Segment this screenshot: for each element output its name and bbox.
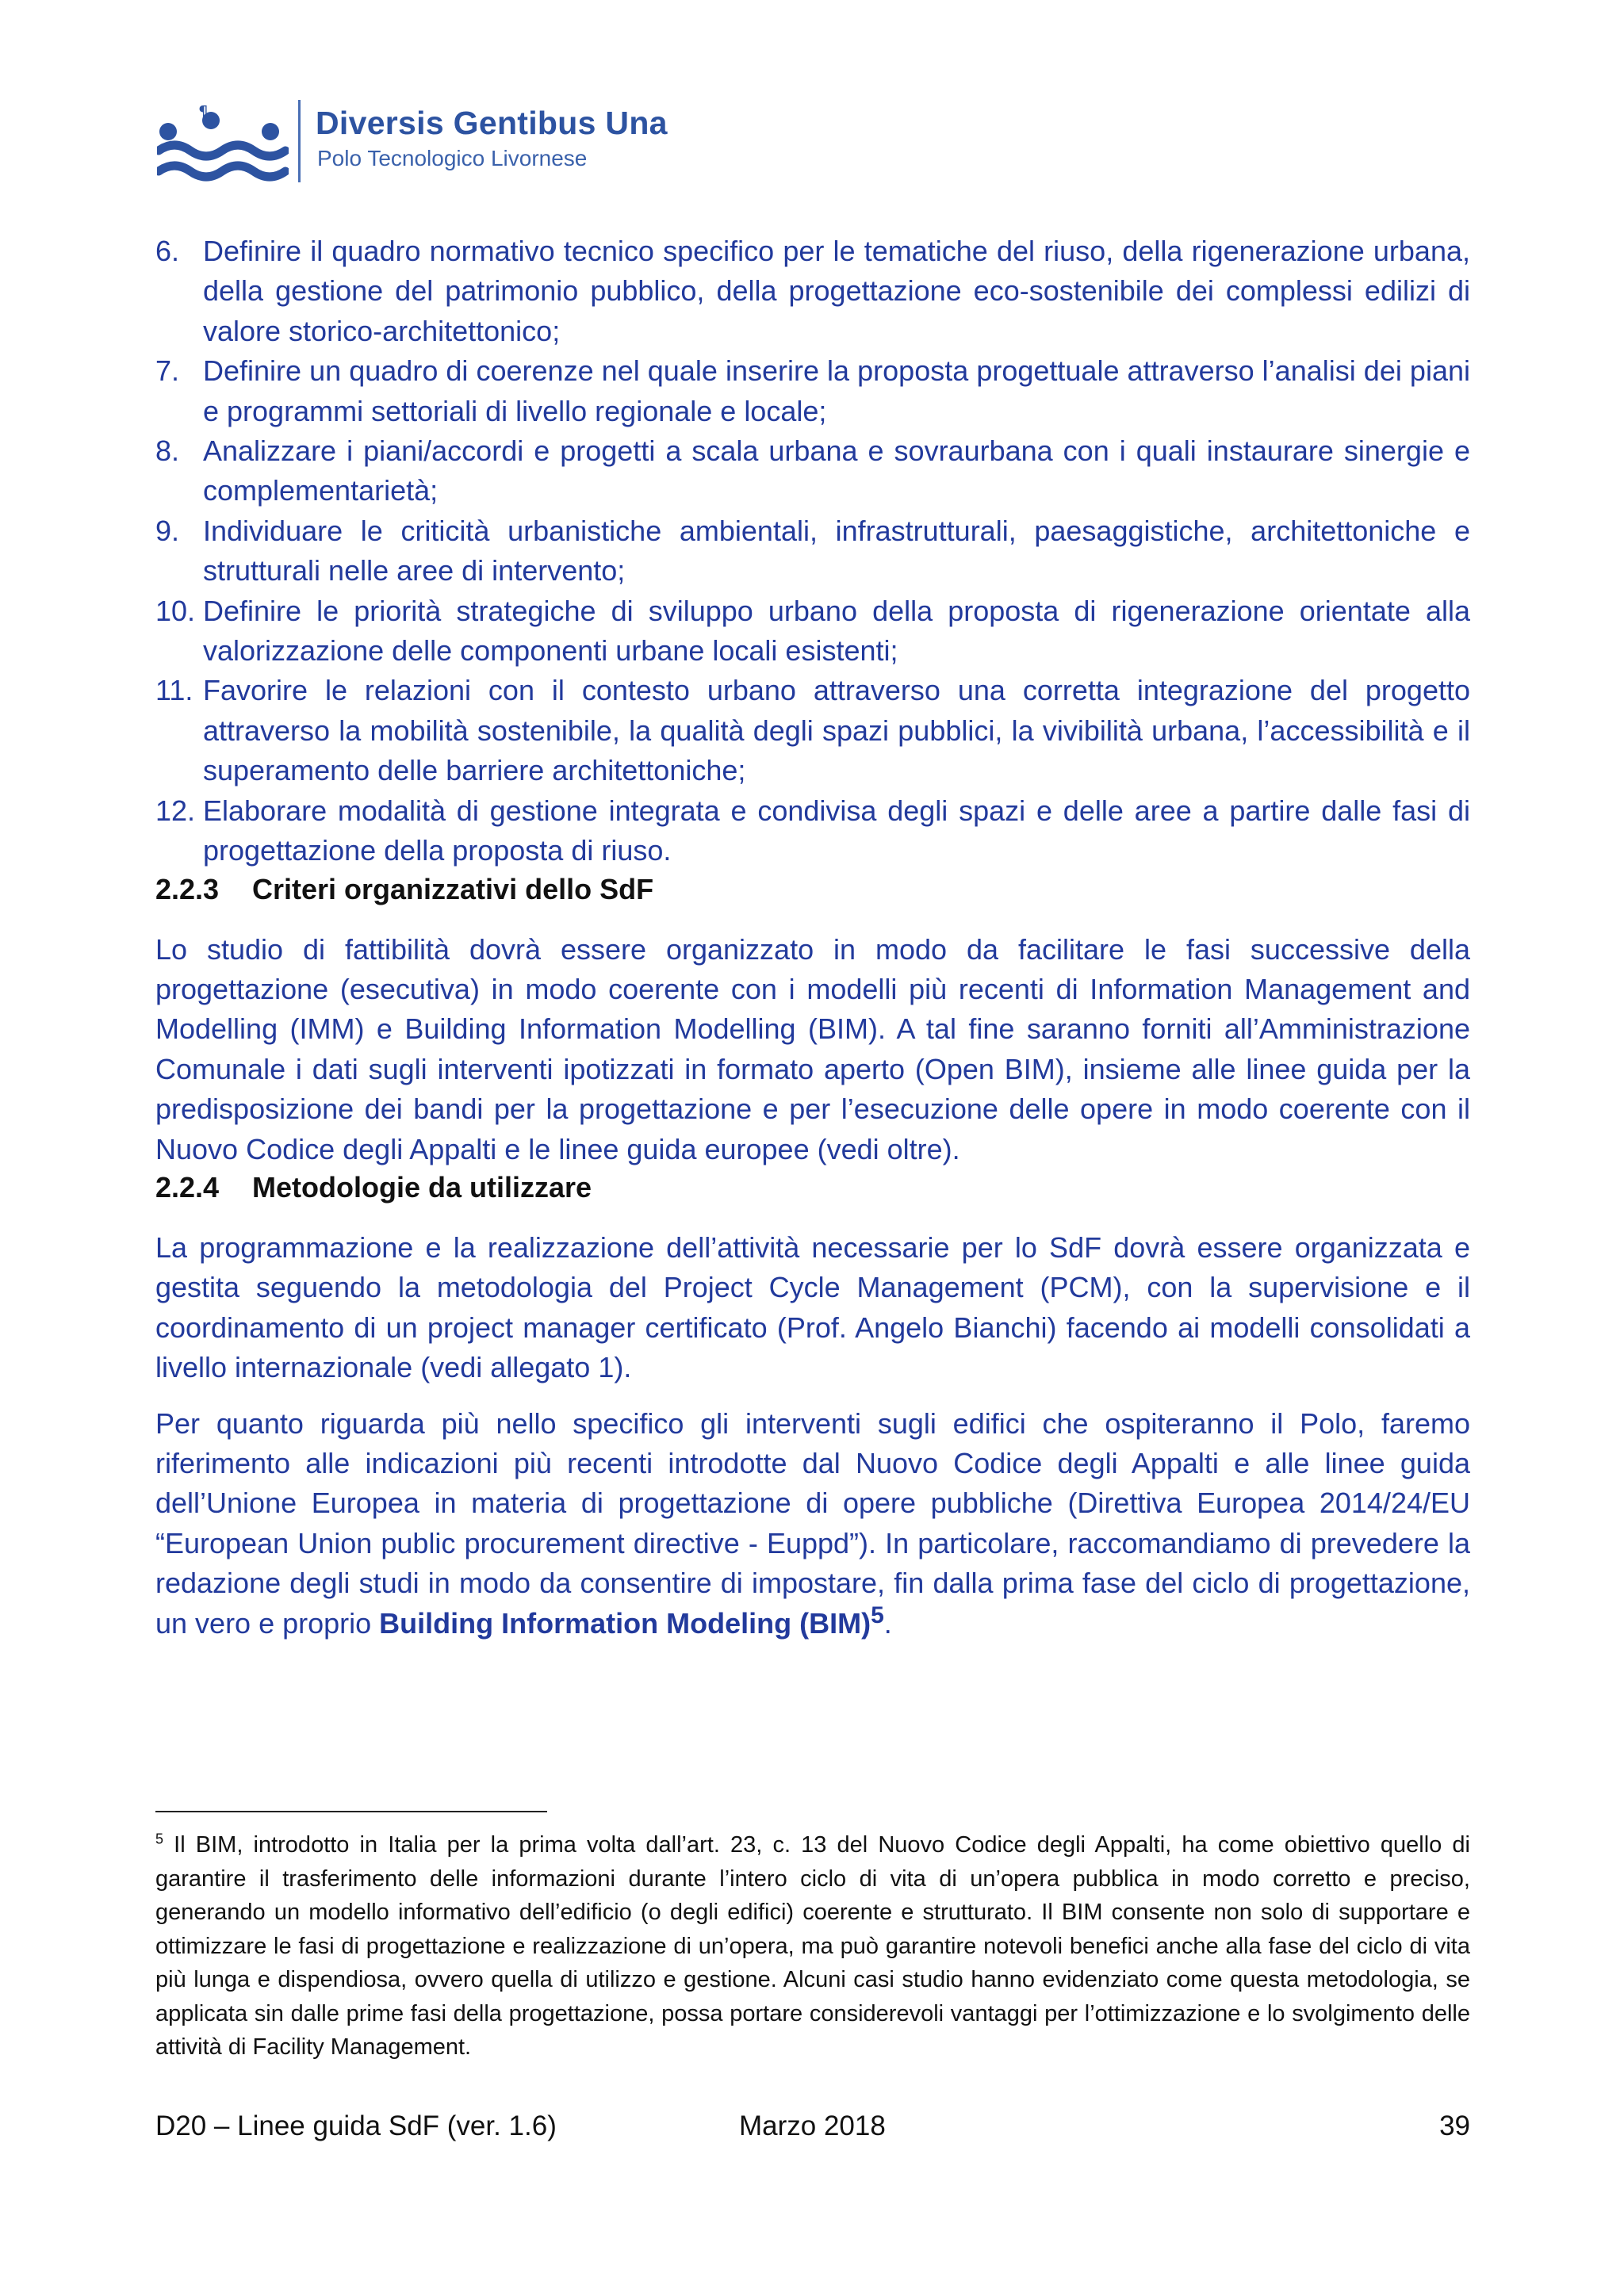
- svg-text:¶: ¶: [198, 102, 209, 121]
- section-title: Metodologie da utilizzare: [252, 1170, 592, 1203]
- list-item: [155, 791, 1470, 871]
- bim-emphasis: Building Information Modeling (BIM): [379, 1606, 871, 1640]
- main-content: [155, 232, 1470, 1644]
- section-2-2-4-paragraph-1: La programmazione e la realizzazione dell’attività necessarie per lo SdF dovrà essere organizzata e gestita seguendo la metodologia del Project Cycle Management (PCM), con la supervisione e il coordinamento di un project manager certificato (Prof. Angelo Bianchi) facendo ai modelli consolidati a livello internazionale (vedi allegato 1).: [155, 1230, 1470, 1384]
- list-item: [155, 431, 1470, 511]
- list-item-text: Elaborare modalità di gestione integrata e condivisa degli spazi e delle aree a partire dalle fasi di progettazione della proposta di riuso.: [203, 794, 1470, 867]
- section-number: 2.2.4: [155, 1170, 220, 1203]
- list-item-text: Definire il quadro normativo tecnico specifico per le tematiche del riuso, della rigenerazione urbana, della gestione del patrimonio pubblico, della progettazione eco-sostenibile dei complessi edilizi di valore storico-architettonico;: [203, 235, 1470, 347]
- header-logo: [157, 97, 672, 189]
- list-item-number: 12.: [155, 794, 196, 827]
- section-heading-2-2-4: [155, 1169, 1470, 1206]
- page-footer: [155, 2110, 1470, 2145]
- list-item-text: Favorire le relazioni con il contesto urbano attraverso una corretta integrazione del progetto attraverso la mobilità sostenibile, la qualità degli spazi pubblici, la vivibilità urbana, l’accessibilità e il superamento delle barriere architettoniche;: [203, 674, 1470, 787]
- list-item-number: 7.: [155, 354, 180, 388]
- section-2-2-3-paragraph: Lo studio di fattibilità dovrà essere organizzato in modo da facilitare le fasi successive della progettazione (esecutiva) in modo coerente con i modelli più recenti di Information Management and Modelling (IMM) e Building Information Modelling (BIM). A tal fine saranno forniti all’Amministrazione Comunale i dati sugli interventi ipotizzati in formato aperto (Open BIM), insieme alle linee guida per la predisposizione dei bandi per la progettazione e per l’esecuzione delle opere in modo coerente con il Nuovo Codice degli Appalti e le linee guida europee (vedi oltre).: [155, 932, 1470, 1165]
- footer-date: Marzo 2018: [739, 2110, 886, 2141]
- list-item-number: 9.: [155, 514, 180, 547]
- list-item: [155, 351, 1470, 431]
- section-title: Criteri organizzativi dello SdF: [252, 872, 654, 905]
- logo-subtitle: Polo Tecnologico Livornese: [317, 146, 588, 170]
- waves-logo-icon: [157, 101, 289, 187]
- list-item: [155, 511, 1470, 591]
- page-number: 39: [1439, 2110, 1470, 2141]
- section-2-2-4-paragraph-2: Per quanto riguarda più nello specifico gli interventi sugli edifici che ospiteranno il Polo, faremo riferimento alle indicazioni più recenti introdotte dal Nuovo Codice degli Appalti e alle linee guida dell’Unione Europea in materia di progettazione di opere pubbliche (Direttiva Europea 2014/24/EU “European Union public procurement directive - Euppd”). In particolare, raccomandiamo di prevedere la redazione degli studi in modo da consentire di impostare, fin dalla prima fase del ciclo di progettazione, un vero e proprio Building Information Modeling (BIM)$^5$.: [155, 1406, 1470, 1640]
- list-item: [155, 671, 1470, 790]
- numbered-list: [155, 232, 1470, 871]
- logo-divider: [298, 100, 301, 182]
- list-item: [155, 591, 1470, 672]
- footnote-text: Il BIM, introdotto in Italia per la prima volta dall’art. 23, c. 13 del Nuovo Codice degli Appalti, ha come obiettivo quello di garantire il trasferimento delle informazioni durante l’intero ciclo di vita di un’opera pubblica in modo corretto e preciso, generando un modello informativo dell’edificio (o degli edifici) coerente e strutturato. Il BIM consente non solo di supportare e ottimizzare le fasi di progettazione e realizzazione di un’opera, ma può garantire notevoli benefici anche alla fase del ciclo di vita più lunga e dispendiosa, ovvero quella di utilizzo e gestione. Alcuni casi studio hanno evidenziato come questa metodologia, se applicata sin dalle prime fasi della progettazione, possa portare considerevoli vantaggi per l’ottimizzazione e lo svolgimento delle attività di Facility Management.: [155, 1832, 1471, 2060]
- list-item-number: 6.: [155, 235, 180, 267]
- list-item-text: Definire un quadro di coerenze nel quale inserire la proposta progettuale attraverso l’analisi dei piani e programmi settoriali di livello regionale e locale;: [203, 354, 1470, 427]
- section-heading-2-2-3: [155, 871, 1470, 908]
- list-item-text: Individuare le criticità urbanistiche ambientali, infrastrutturali, paesaggistiche, architettoniche e strutturali nelle aree di intervento;: [203, 514, 1470, 587]
- footnote-mark: 5: [155, 1831, 164, 1847]
- list-item-text: Analizzare i piani/accordi e progetti a scala urbana e sovraurbana con i quali instaurare sinergie e complementarietà;: [203, 434, 1470, 507]
- paragraph-text: Per quanto riguarda più nello specifico gli interventi sugli edifici che ospiteranno il Polo, faremo riferimento alle indicazioni più recenti introdotte dal Nuovo Codice degli Appalti e alle linee guida dell’Unione Europea in materia di progettazione di opere pubbliche (Direttiva Europea 2014/24/EU “European Union public procurement directive - Euppd”). In particolare, raccomandiamo di prevedere la redazione degli studi in modo da consentire di impostare, fin dalla prima fase del ciclo di progettazione, un vero e proprio: [155, 1406, 1470, 1640]
- list-item-number: 10.: [155, 594, 196, 627]
- footnote-reference[interactable]: 5: [871, 1601, 884, 1628]
- list-item: [155, 232, 1470, 351]
- footer-document-title: D20 – Linee guida SdF (ver. 1.6): [155, 2110, 557, 2141]
- list-item-number: 8.: [155, 434, 180, 468]
- footnote: [155, 1828, 1470, 2064]
- list-item-text: Definire le priorità strategiche di sviluppo urbano della proposta di rigenerazione orientate alla valorizzazione delle componenti urbane locali esistenti;: [203, 594, 1470, 668]
- logo-title: Diversis Gentibus Una: [316, 105, 668, 141]
- footnote-divider: [155, 1811, 547, 1812]
- list-item-number: 11.: [155, 674, 193, 707]
- section-number: 2.2.3: [155, 872, 220, 905]
